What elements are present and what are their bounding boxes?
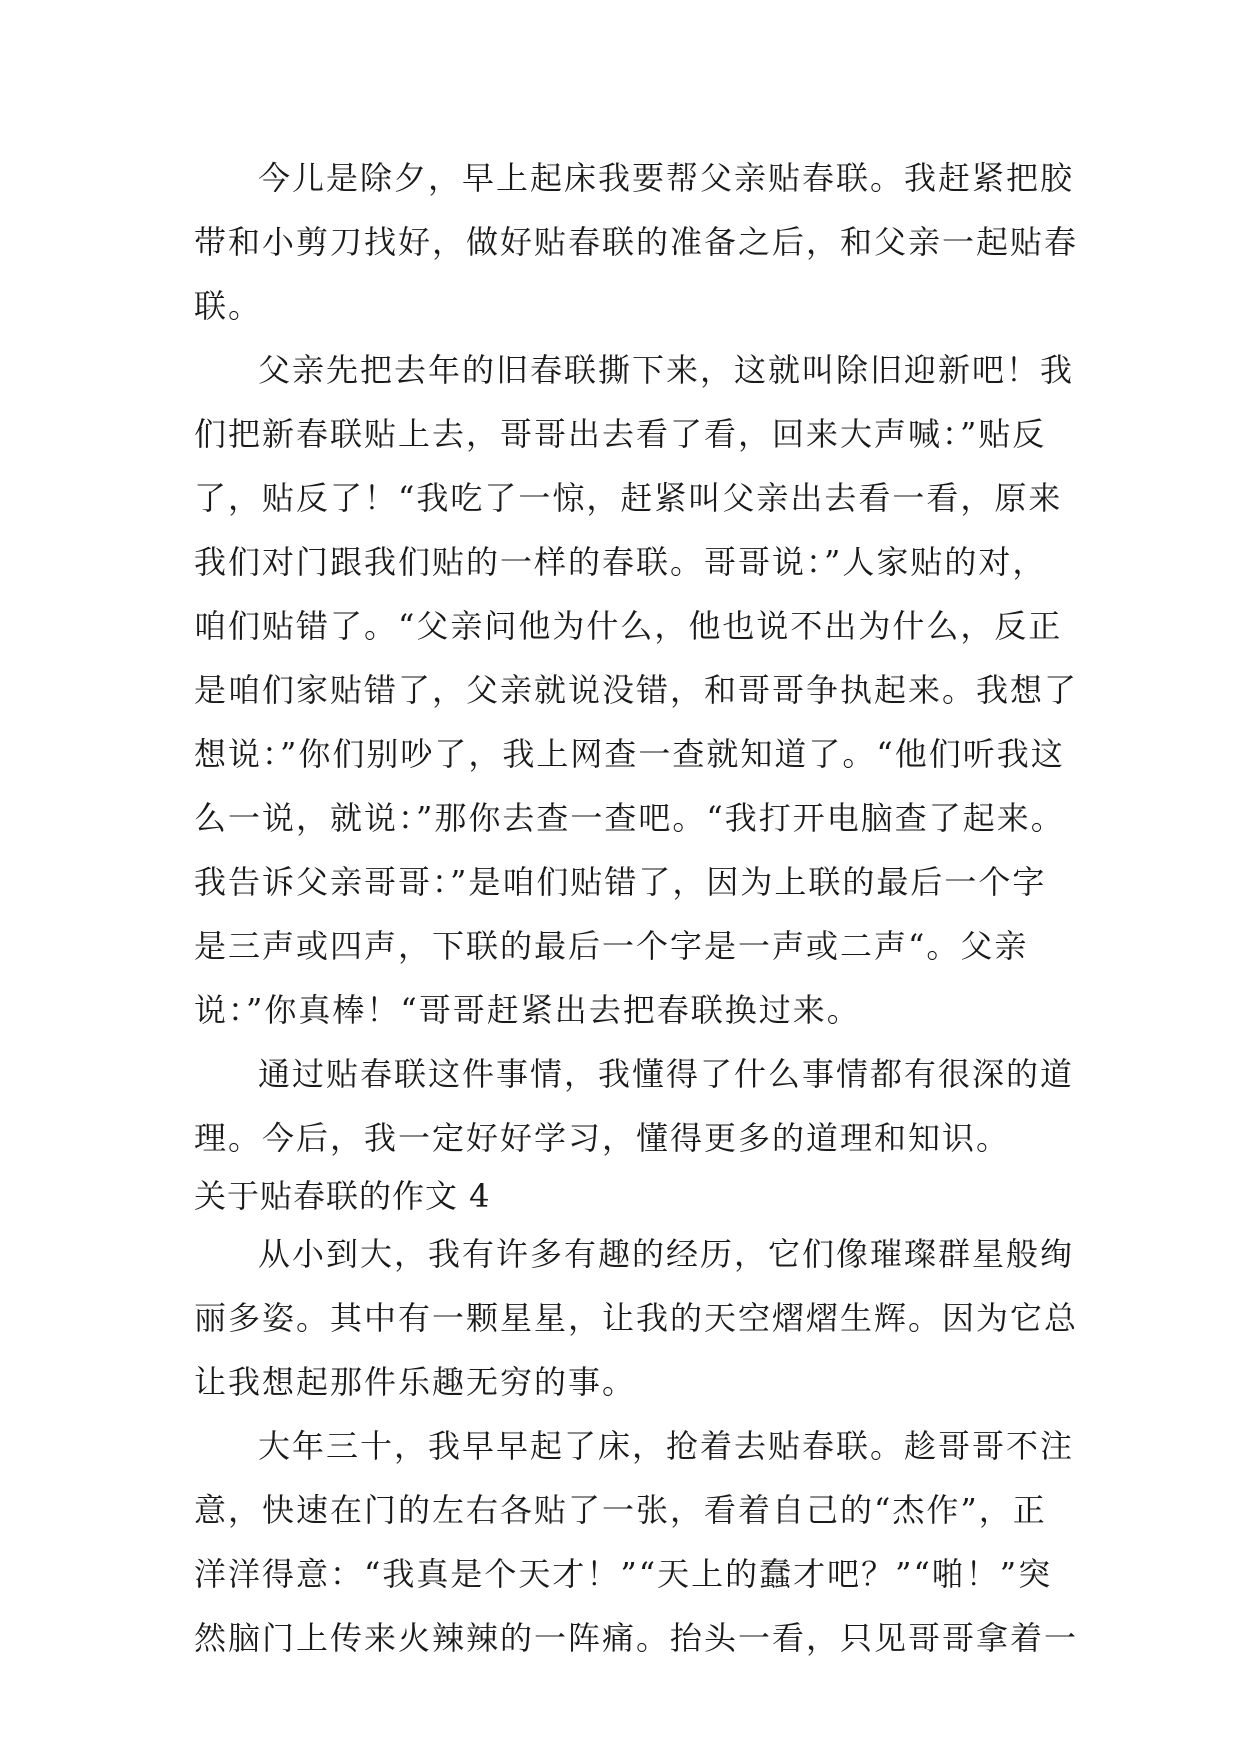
paragraph-5-line-4: 然脑门上传来火辣辣的一阵痛。抬头一看，只见哥哥拿着一	[194, 1619, 1079, 1657]
paragraph-2-line-8: 么一说，就说：”那你去查一查吧。“我打开电脑查了起来。	[194, 799, 1065, 837]
paragraph-2-line-5: 咱们贴错了。“父亲问他为什么，他也说不出为什么，反正	[194, 607, 1063, 645]
paragraph-5-line-2: 意，快速在门的左右各贴了一张，看着自己的“杰作”，正	[194, 1491, 1047, 1529]
paragraph-2-line-10: 是三声或四声，下联的最后一个字是一声或二声“。父亲	[194, 927, 1029, 965]
paragraph-2-line-11: 说：”你真棒！“哥哥赶紧出去把春联换过来。	[194, 991, 861, 1029]
paragraph-4-line-3: 让我想起那件乐趣无穷的事。	[194, 1363, 637, 1401]
paragraph-3-line-1: 通过贴春联这件事情，我懂得了什么事情都有很深的道	[258, 1055, 1075, 1093]
paragraph-4-line-1: 从小到大，我有许多有趣的经历，它们像璀璨群星般绚	[258, 1235, 1075, 1273]
paragraph-2-line-1: 父亲先把去年的旧春联撕下来，这就叫除旧迎新吧！我	[258, 351, 1075, 389]
paragraph-2-line-3: 了，贴反了！“我吃了一惊，赶紧叫父亲出去看一看，原来	[194, 479, 1063, 517]
paragraph-5-line-3: 洋洋得意：“我真是个天才！”“天上的蠢才吧？”“啪！”突	[194, 1555, 1053, 1593]
paragraph-2-line-9: 我告诉父亲哥哥：”是咱们贴错了，因为上联的最后一个字	[194, 863, 1047, 901]
paragraph-4-line-2: 丽多姿。其中有一颗星星，让我的天空熠熠生辉。因为它总	[194, 1299, 1079, 1337]
paragraph-2-line-7: 想说：”你们别吵了，我上网查一查就知道了。“他们听我这	[194, 735, 1065, 773]
section-heading: 关于贴春联的作文 4	[194, 1177, 491, 1215]
paragraph-1-line-1: 今儿是除夕，早上起床我要帮父亲贴春联。我赶紧把胶	[258, 159, 1075, 197]
paragraph-3-line-2: 理。今后，我一定好好学习，懂得更多的道理和知识。	[194, 1119, 1011, 1157]
paragraph-1-line-3: 联。	[194, 287, 263, 325]
paragraph-5-line-1: 大年三十，我早早起了床，抢着去贴春联。趁哥哥不注	[258, 1427, 1075, 1465]
paragraph-2-line-6: 是咱们家贴错了，父亲就说没错，和哥哥争执起来。我想了	[194, 671, 1079, 709]
paragraph-1-line-2: 带和小剪刀找好，做好贴春联的准备之后，和父亲一起贴春	[194, 223, 1079, 261]
paragraph-2-line-4: 我们对门跟我们贴的一样的春联。哥哥说：”人家贴的对，	[194, 543, 1047, 581]
paragraph-2-line-2: 们把新春联贴上去，哥哥出去看了看，回来大声喊：”贴反	[194, 415, 1047, 453]
